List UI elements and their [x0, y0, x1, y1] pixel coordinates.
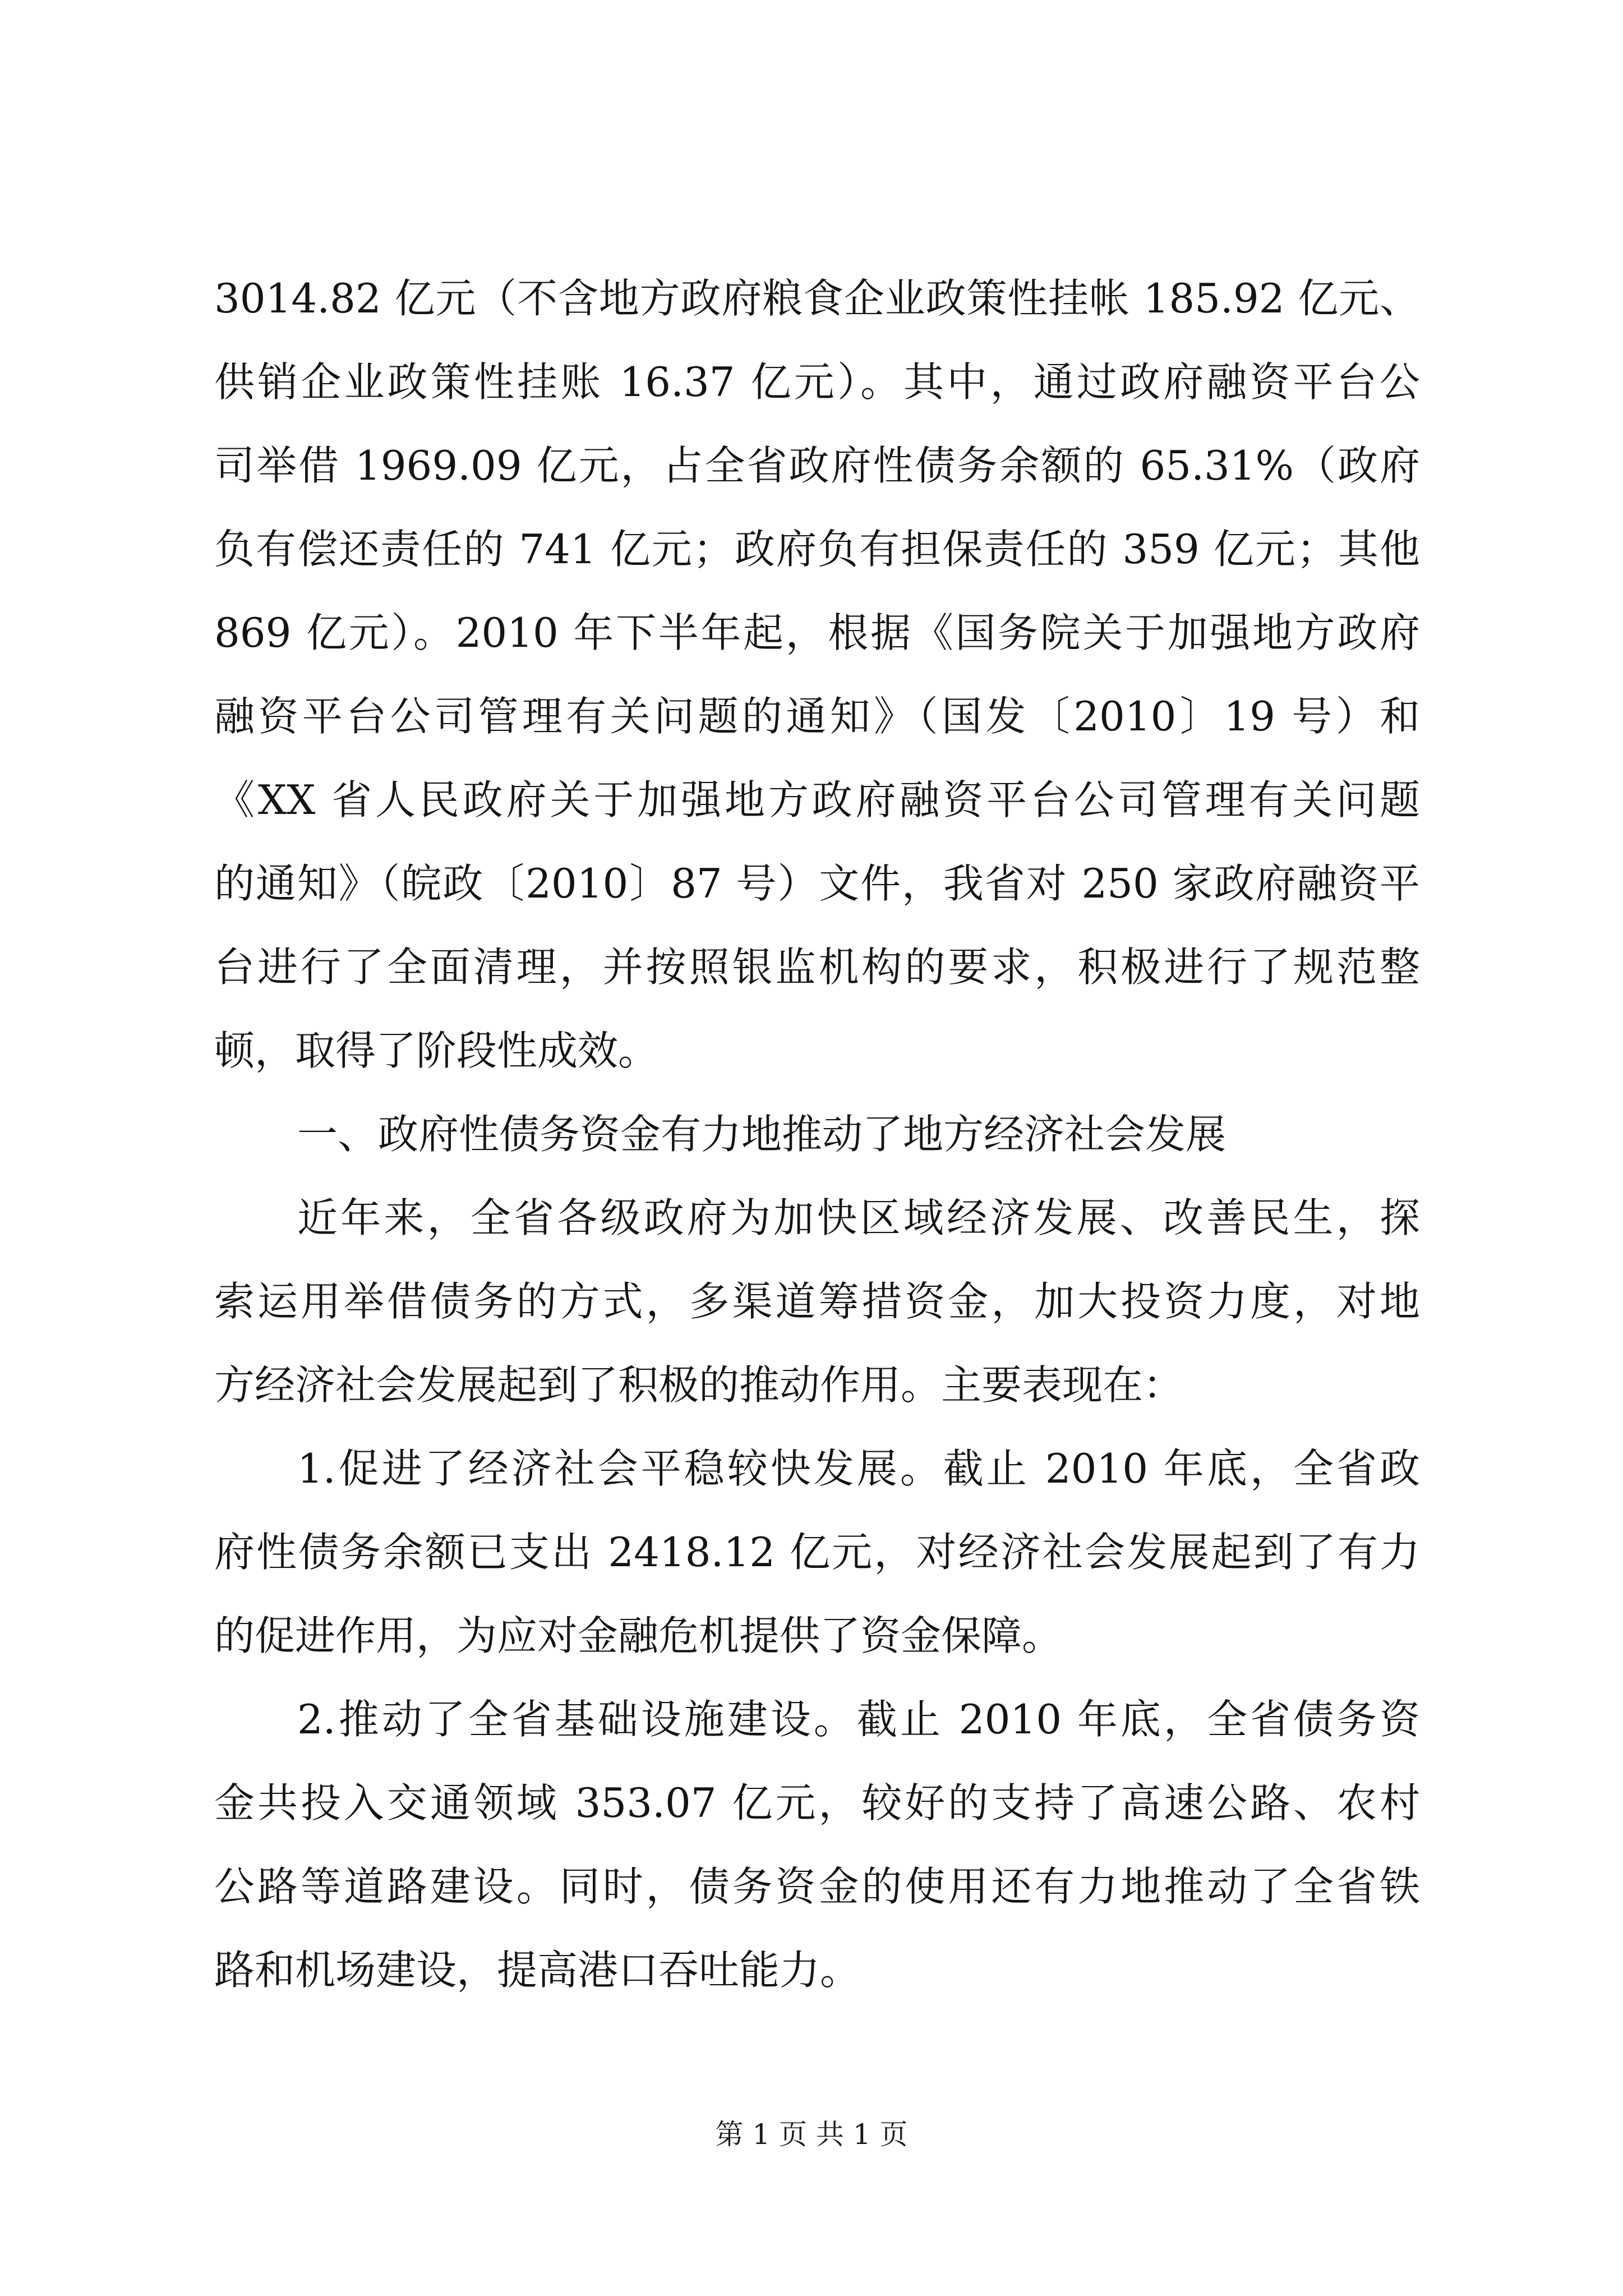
text-line: 台进行了全面清理，并按照银监机构的要求，积极进行了规范整	[214, 944, 1420, 991]
text-line: 路和机场建设，提高港口吞吐能力。	[214, 1947, 861, 1994]
text-line: 近年来，全省各级政府为加快区域经济发展、改善民生，探	[297, 1194, 1420, 1241]
text-line: 府性债务余额已支出 2418.12 亿元，对经济社会发展起到了有力	[214, 1529, 1420, 1576]
text-line: 司举借 1969.09 亿元，占全省政府性债务余额的 65.31%（政府	[214, 442, 1420, 489]
text-line: 3014.82 亿元（不含地方政府粮食企业政策性挂帐 185.92 亿元、	[214, 275, 1420, 322]
text-line: 融资平台公司管理有关问题的通知》（国发〔2010〕19 号）和	[214, 693, 1420, 740]
text-line: 方经济社会发展起到了积极的推动作用。主要表现在：	[214, 1361, 1184, 1409]
text-line: 顿，取得了阶段性成效。	[214, 1027, 659, 1074]
text-line: 2.推动了全省基础设施建设。截止 2010 年底，全省债务资	[297, 1696, 1420, 1743]
text-line: 的通知》（皖政〔2010〕87 号）文件，我省对 250 家政府融资平	[214, 860, 1420, 907]
section-heading: 一、政府性债务资金有力地推动了地方经济社会发展	[297, 1111, 1227, 1158]
document-body	[214, 257, 1420, 2012]
text-line: 869 亿元）。2010 年下半年起，根据《国务院关于加强地方政府	[214, 609, 1420, 656]
page-number-footer: 第 1 页 共 1 页	[715, 2118, 908, 2151]
text-line: 金共投入交通领域 353.07 亿元，较好的支持了高速公路、农村	[214, 1779, 1420, 1826]
text-line: 《XX 省人民政府关于加强地方政府融资平台公司管理有关问题	[214, 776, 1420, 823]
text-line: 负有偿还责任的 741 亿元；政府负有担保责任的 359 亿元；其他	[214, 526, 1420, 573]
text-line: 的促进作用，为应对金融危机提供了资金保障。	[214, 1612, 1063, 1659]
text-line: 索运用举借债务的方式，多渠道筹措资金，加大投资力度，对地	[214, 1278, 1420, 1325]
text-line: 公路等道路建设。同时，债务资金的使用还有力地推动了全省铁	[214, 1863, 1420, 1910]
text-line: 1.促进了经济社会平稳较快发展。截止 2010 年底，全省政	[297, 1445, 1420, 1492]
text-line: 供销企业政策性挂账 16.37 亿元）。其中，通过政府融资平台公	[214, 358, 1420, 406]
